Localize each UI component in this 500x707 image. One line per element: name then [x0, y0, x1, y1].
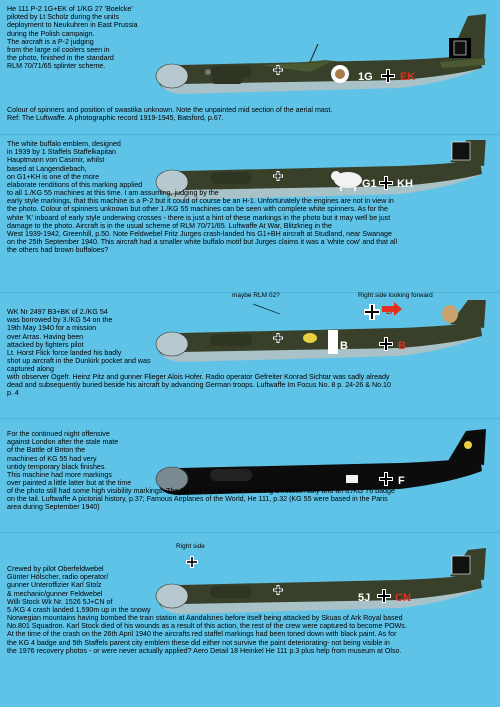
profile-3-intro-text: WK Nr 2497 B3+BK of 2./KG 54 was borrowed by 3./KG 54 on the 19th May 1940 for a mission over Arras. Having been attacked by fighters pilot Lt. Horst Flick force landed his badly shot up aircraft in the Dunkirk pocket and was captured along	[7, 308, 151, 374]
code-letters: CN	[395, 592, 411, 604]
inset-code-letter: B	[386, 306, 393, 316]
unit-emblem	[303, 333, 317, 343]
code-prefix: B	[340, 340, 348, 352]
profile-4-notes-text: of the photo still had some high visibility markings. The He 111 P is unusual in having a mission tally and an 8./KG 76 badge on the tail. Luftwaffe A pictorial history, p.37; Famous Airplanes of the World, He 111, p.32 (KG 55 were based in the Paris area during September 1940)	[7, 487, 395, 512]
divider	[0, 134, 500, 135]
profile-block-3	[0, 292, 500, 412]
profile-1-intro-text: He 111 P-2 1G+EK of 1/KG 27 'Boelcke' piloted by Lt Scholz during the units deployment to Neukuhren in East Prussia during the Polish campaign. The aircraft is a P-2 judging from the large oil coolers seen in the photo, finished in the standard RLM 70/71/65 splinter scheme.	[7, 5, 138, 71]
profile-2-notes-text: to all 1./KG 55 machines at this time. I am assuming, judging by the early style markings, that this machine is a P-2 but it could of course be an H-1. Unfortunately the engines are not in view in the photo. Colour of spinners unknown but other 1./KG 55 machines can be seen with complete white spinners. As for the white 'K' inboard of early style underwing crosses - there is just a hint of these markings in the photo but it may well be just damage to the photo. Aircraft is in the usual scheme of RLM 70/71/65. Luftwaffe At War, Blitzkrieg in the West 1939-1942, Greenhill, p.50. Note Feldwebel Fritz Jurges crash-landed his G1+BH aircraft at Studland, near Swanage on the 25th September 1940. This aircraft had a smaller white buffalo motif but Jurges claims it was a 'white cow' and that all the others had brown buffaloes?	[7, 189, 398, 255]
code-letters: F	[398, 475, 405, 487]
callout-right-side: Right side	[176, 543, 205, 550]
right-side-inset	[364, 304, 380, 320]
profile-3-aircraft-illustration	[150, 300, 490, 380]
code-prefix: G1	[362, 178, 377, 190]
profile-1-notes-text: Colour of spinners and position of swastika unknown. Note the unpainted mid section of the aerial mast. Ref: The Luftwaffe. A photographic record 1919-1945, Batsford, p.67.	[7, 106, 333, 123]
code-letters: KH	[397, 178, 413, 190]
code-letters: EK	[400, 71, 416, 83]
profile-5-intro-text: Crewed by pilot Oberfeldwebel Günter Hölscher, radio operator/ gunner Unteroffizier Karl Stolz & mechanic/gunner Feldwebel Willi Stock Wk Nr. 1526 5J+CN of 5./KG 4 crash landed 1,590m up in the snowy	[7, 565, 151, 615]
profile-block-5	[0, 540, 500, 707]
profile-5-notes-text: Norwegian mountains having bombed the train station at Aandalsnes before itself being attacked by Skuas of Ark Royal based No.801 Squadron. Karl Stock died of his wounds as a result of this action, the rest of the crew were captured to become POWs. At the time of the crash on the 26th April 1940 the aircrafts red staffel markings had been toned down with black paint. As for the KG 4 badge and 5th Staffels parent city emblem these did either not survive the paint deteriorating- not being visible in the 1976 recovery photos - or were never actually applied? Aero Detail 18 Heinkel He 111 p.3 plus help from museum at Olso.	[7, 614, 407, 655]
profile-3-notes-text: with observer Ogefr. Heinz Pitz and gunner Flieger Alois Hofer. Radio operator Gefreiter Konrad Sichtar was sadly already dead and subsequently buried beside his aircraft by advancing German troops. Luftwaffe Im Focus No. 8 p. 24-26 & No.10 p. 4	[7, 373, 391, 398]
divider	[0, 532, 500, 533]
code-prefix: 1G	[358, 71, 373, 83]
divider	[0, 418, 500, 419]
callout-right-side: Right side looking forward	[358, 292, 433, 299]
code-prefix: 5J	[358, 592, 371, 604]
fuselage-band	[328, 330, 338, 354]
profile-block-4	[0, 425, 500, 545]
callout-rlm02: maybe RLM 02?	[232, 292, 280, 299]
right-side-cross-inset	[186, 556, 198, 568]
profile-4-intro-text: For the continued night offensive against London after the stale mate of the Battle of Briton the machines of KG 55 had very untidy temporary black finishes. This machine had more markings over painted a little latter but at the time	[7, 430, 132, 488]
profile-2-intro-text: The white buffalo emblem, designed in 1939 by 1 Staffels Staffelkapitan Hauptmann von Casimir, whilst based at Langendiebach, on G1+KH is one of the more elaborate renditions of this marking applied	[7, 140, 143, 190]
profile-block-2	[0, 140, 500, 290]
code-letters: B	[398, 340, 406, 352]
